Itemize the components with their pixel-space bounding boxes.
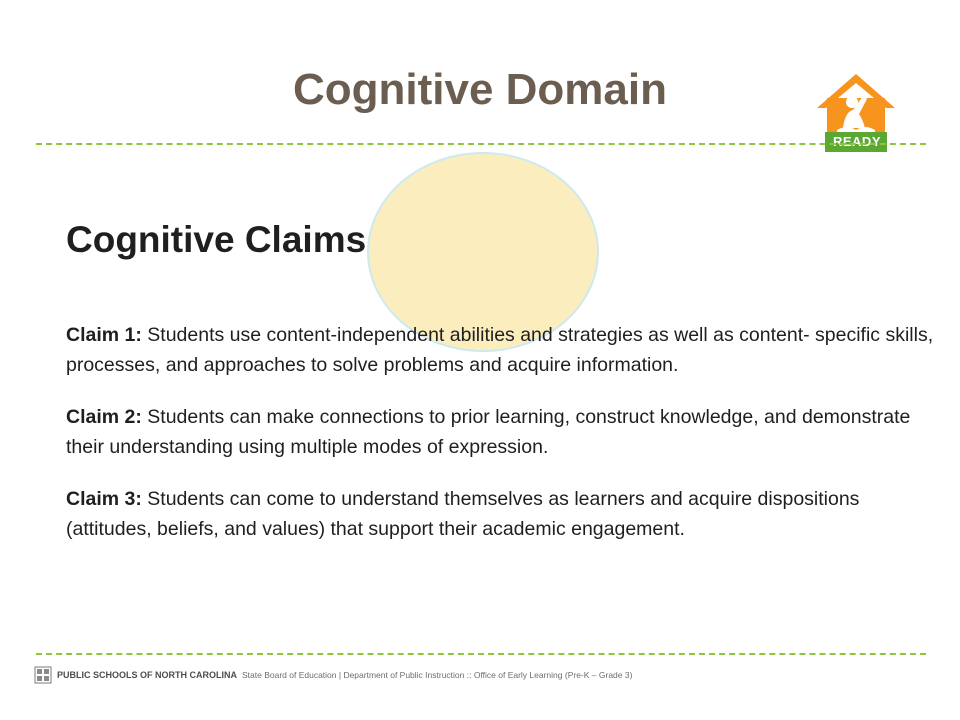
claim-label: Claim 3: bbox=[66, 488, 142, 510]
claim-label: Claim 1: bbox=[66, 324, 142, 346]
claim-3 bbox=[66, 484, 942, 544]
footer bbox=[34, 664, 632, 686]
claim-text: Students use content-independent abilities and strategies as well as content- specific skills, processes, and approaches to solve problems and acquire information. bbox=[66, 324, 934, 376]
claim-text: Students can come to understand themselves as learners and acquire dispositions (attitudes, beliefs, and values) that support their academic engagement. bbox=[66, 488, 860, 540]
claim-label: Claim 2: bbox=[66, 406, 142, 428]
nc-seal-icon bbox=[34, 666, 52, 684]
claim-1 bbox=[66, 320, 942, 380]
header-divider bbox=[36, 143, 926, 145]
footer-org: PUBLIC SCHOOLS OF NORTH CAROLINA bbox=[57, 670, 237, 680]
slide-title: Cognitive Domain bbox=[292, 65, 668, 114]
slide-subtitle: Cognitive Claims bbox=[66, 219, 367, 260]
footer-details: State Board of Education | Department of Public Instruction :: Office of Early Learning (Pre-K – Grade 3) bbox=[242, 670, 633, 680]
claims-list bbox=[66, 320, 942, 566]
claim-2 bbox=[66, 402, 942, 462]
claim-text: Students can make connections to prior learning, construct knowledge, and demonstrate their understanding using multiple modes of expression. bbox=[66, 406, 911, 458]
ready-logo-text: READY bbox=[832, 134, 881, 149]
footer-divider bbox=[36, 653, 926, 655]
